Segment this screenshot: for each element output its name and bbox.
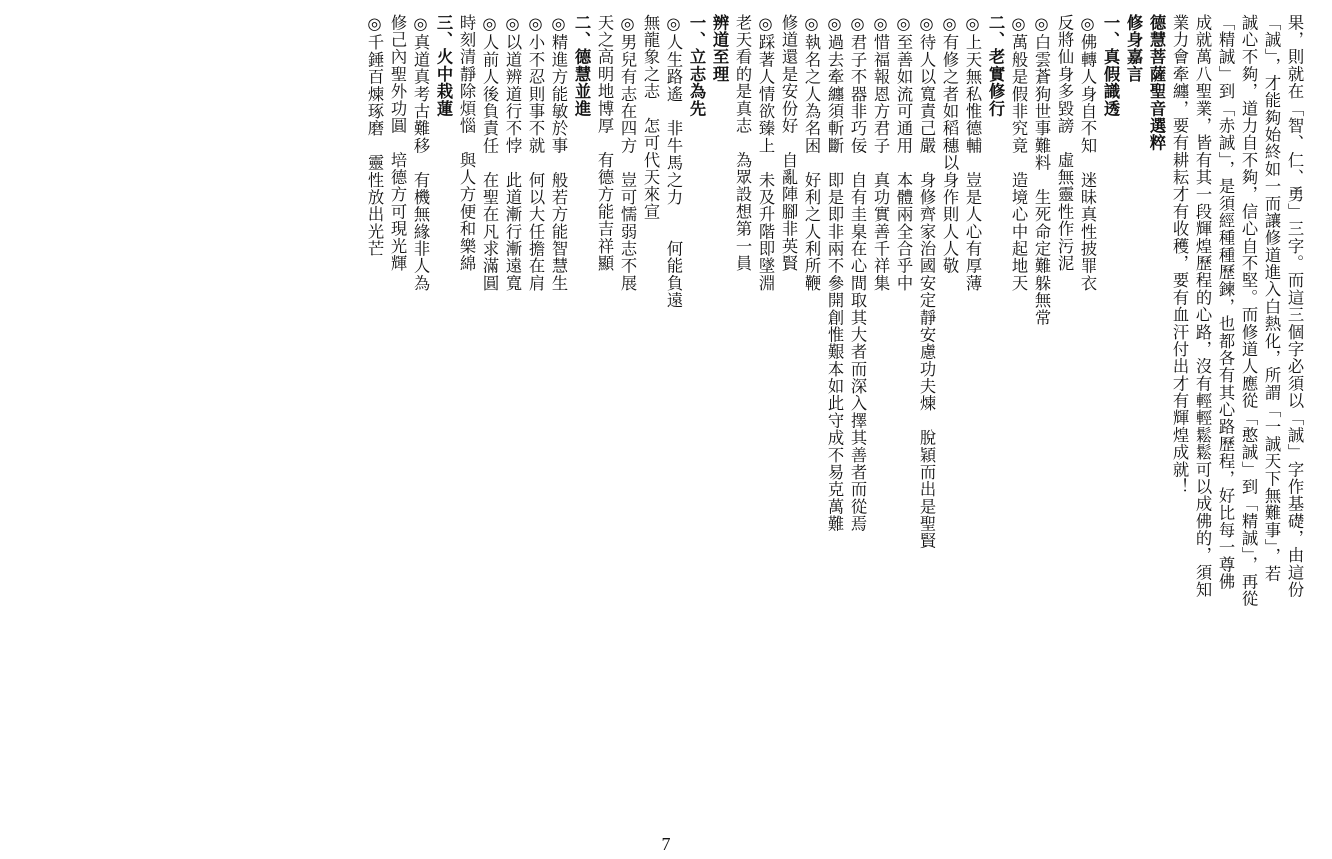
heading-virtue-wisdom: 二、德慧並進	[572, 14, 591, 118]
verse-line: 時刻清靜除煩惱 與人方便和樂綿	[457, 14, 476, 272]
heading-true-false: 一、真假識透	[1101, 14, 1120, 118]
verse-line: ◎惜福報恩方君子 真功實善千祥集	[871, 14, 890, 292]
verse-line: ◎執名之人為名困 好利之人利所鞭	[802, 14, 821, 292]
verse-line: ◎白雲蒼狗世事難料 生死命定難躲無常	[1032, 14, 1051, 327]
body-column-2: 「誠」，才能夠始終如一而讓修道進入白熱化，所謂「一誠天下無難事」，若	[1262, 14, 1281, 583]
body-column-4: 「精誠」到「赤誠」，是須經種種歷鍊，也都各有其心路歷程，好比每一尊佛	[1216, 14, 1235, 591]
verse-line: ◎踩著人情欲臻上 未及升階即墜淵	[756, 14, 775, 292]
verse-line: 反將仙身多毀謗 虛無靈性作污泥	[1055, 14, 1074, 272]
verse-line: ◎萬般是假非究竟 造境心中起地天	[1009, 14, 1028, 292]
verse-line: ◎男兒有志在四方 豈可懦弱志不展	[618, 14, 637, 292]
verse-line: 無龍象之志 怎可代天來宣	[641, 14, 660, 221]
heading-lotus-in-fire: 三、火中栽蓮	[434, 14, 453, 118]
verse-line: ◎小不忍則事不就 何以大任擔在肩	[526, 14, 545, 292]
verse-line: ◎精進方能敏於事 般若方能智慧生	[549, 14, 568, 292]
body-column-1: 果，則就在「智、仁、勇」三字。而這三個字必須以「誠」字作基礎，由這份	[1285, 14, 1304, 599]
verse-line: ◎人生路遙 非牛馬之力 何能負遠	[664, 14, 683, 309]
verse-line: ◎君子不器非巧佞 自有圭臬在心間取其大者而深入擇其善者而從焉	[848, 14, 867, 533]
verse-line: ◎佛轉人身自不知 迷昧真性披罪衣	[1078, 14, 1097, 292]
verse-line: 修己內聖外功圓 培德方可現光輝	[388, 14, 407, 272]
verse-line: 天之高明地博厚 有德方能吉祥顯	[595, 14, 614, 272]
verse-line: ◎有修之者如稻穗以身作則人人敬	[940, 14, 959, 275]
body-column-5: 成就萬八聖業，皆有其一段輝煌歷程的心路，沒有輕輕鬆鬆可以成佛的，須知	[1193, 14, 1212, 599]
verse-line: ◎以道辨道行不悖 此道漸行漸遠寬	[503, 14, 522, 292]
subsection-title-principles: 辨道至理	[710, 14, 729, 83]
subsection-title-self-cultivation: 修身嘉言	[1124, 14, 1143, 83]
verse-line: 修道還是安份好 自亂陣腳非英賢	[779, 14, 798, 272]
verse-line: ◎至善如流可通用 本體兩全合乎中	[894, 14, 913, 292]
document-text-area	[20, 14, 1306, 824]
verse-line: 老天看的是真志 為眾設想第一員	[733, 14, 752, 272]
body-column-6: 業力會牽纏，要有耕耘才有收穫，要有血汗付出才有輝煌成就！	[1170, 14, 1189, 496]
verse-line: ◎人前人後負責任 在聖在凡求滿圓	[480, 14, 499, 292]
verse-line: ◎千錘百煉琢磨 靈性放出光芒	[365, 14, 384, 258]
verse-line: ◎真道真考古難移 有機無緣非人為	[411, 14, 430, 292]
verse-line: ◎過去牽纏須斬斷 即是即非兩不參開創惟艱本如此守成不易克萬難	[825, 14, 844, 533]
heading-set-goals: 一、立志為先	[687, 14, 706, 118]
page-number: 7	[661, 834, 671, 854]
heading-honest-practice: 二、老實修行	[986, 14, 1005, 118]
body-column-3: 誠心不夠，道力自不夠，信心自不堅。而修道人應從「憨誠」到「精誠」，再從	[1239, 14, 1258, 608]
verse-line: ◎上天無私惟德輔 豈是人心有厚薄	[963, 14, 982, 292]
section-title: 德慧菩薩聖音選粹	[1147, 14, 1166, 152]
verse-line: ◎待人以寬責己嚴 身修齊家治國安定靜安慮功夫煉 脫穎而出是聖賢	[917, 14, 936, 550]
